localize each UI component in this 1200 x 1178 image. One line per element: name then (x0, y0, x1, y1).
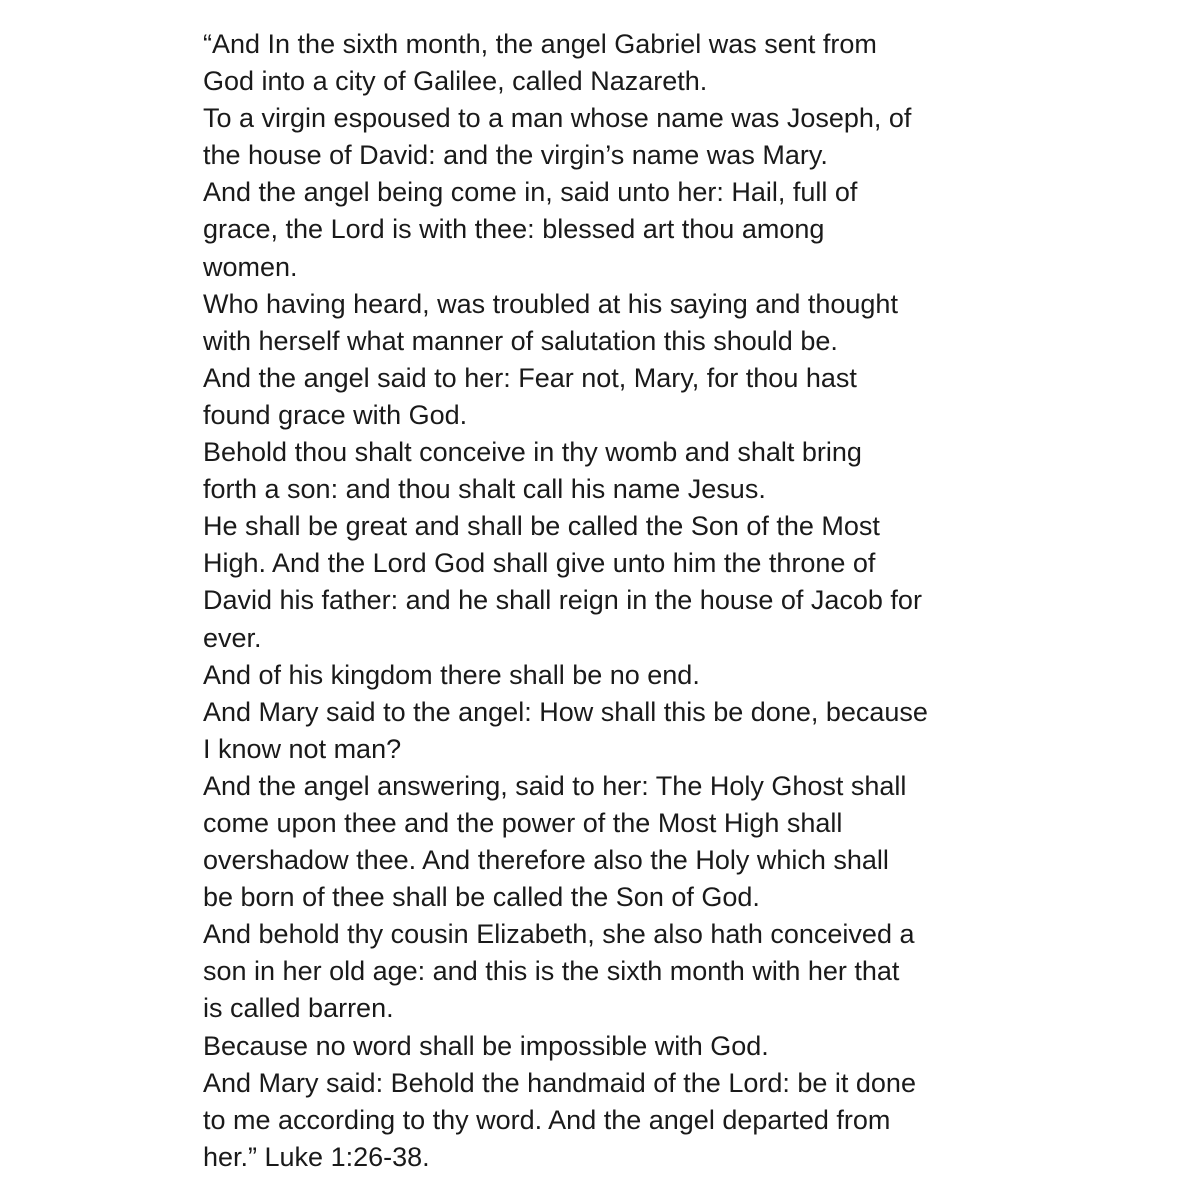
passage-line: ever. (203, 622, 262, 653)
passage-line: to me according to thy word. And the angel departed from (203, 1104, 891, 1135)
passage-line: And behold thy cousin Elizabeth, she also hath conceived a (203, 919, 915, 950)
passage-line: Behold thou shalt conceive in thy womb and shalt bring (203, 437, 862, 468)
passage-line: women. (203, 251, 298, 282)
passage-line: “And In the sixth month, the angel Gabriel was sent from (203, 29, 877, 59)
passage-line: found grace with God. (203, 399, 468, 430)
passage-line: He shall be great and shall be called the Son of the Most (203, 511, 880, 542)
passage-line: To a virgin espoused to a man whose name was Joseph, of (203, 103, 912, 134)
passage-line: overshadow thee. And therefore also the Holy which shall (203, 845, 889, 876)
passage-line: High. And the Lord God shall give unto him the throne of (203, 548, 876, 579)
passage-line: grace, the Lord is with thee: blessed art thou among (203, 214, 825, 245)
passage-line: And the angel said to her: Fear not, Mary, for thou hast (203, 362, 857, 393)
passage-line: I know not man? (203, 733, 402, 764)
passage-line: come upon thee and the power of the Most High shall (203, 807, 843, 838)
passage-line: Because no word shall be impossible with God. (203, 1030, 769, 1061)
passage-line: David his father: and he shall reign in the house of Jacob for (203, 585, 922, 616)
passage-line: be born of thee shall be called the Son of God. (203, 882, 760, 913)
passage-line: God into a city of Galilee, called Nazareth. (203, 66, 708, 97)
passage-line: And Mary said to the angel: How shall this be done, because (203, 696, 928, 727)
passage-line: son in her old age: and this is the sixth month with her that (203, 956, 900, 987)
passage-line: Who having heard, was troubled at his saying and thought (203, 288, 898, 319)
passage-line: And the angel answering, said to her: The Holy Ghost shall (203, 770, 907, 801)
scripture-passage (203, 26, 1033, 1176)
passage-line: And of his kingdom there shall be no end. (203, 659, 700, 690)
passage-line: forth a son: and thou shalt call his name Jesus. (203, 474, 766, 505)
passage-line: with herself what manner of salutation this should be. (203, 325, 838, 356)
passage-line: And Mary said: Behold the handmaid of the Lord: be it done (203, 1067, 916, 1098)
passage-line: is called barren. (203, 993, 394, 1024)
passage-line: the house of David: and the virgin’s name was Mary. (203, 140, 828, 171)
passage-citation-line: her.” Luke 1:26-38. (203, 1141, 430, 1172)
passage-line: And the angel being come in, said unto her: Hail, full of (203, 177, 858, 208)
